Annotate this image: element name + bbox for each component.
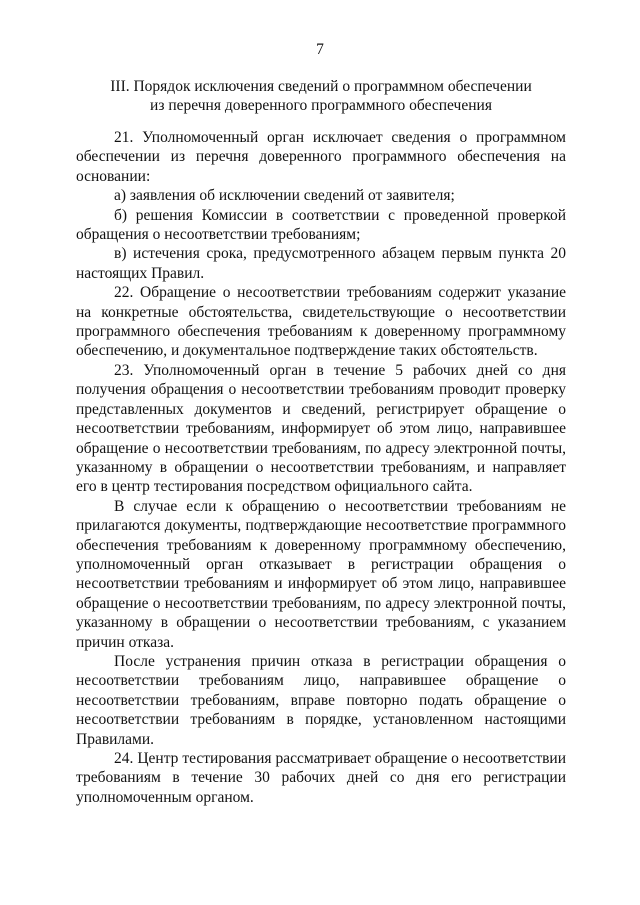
paragraph-21-item-a: а) заявления об исключении сведений от заявителя;: [114, 187, 455, 205]
paragraph-23-resubmission: После устранения причин отказа в регистрации обращения о несоответствии требованиям лицо, направившее обращение о несоответствии требованиям, вправе повторно подать обращение о несоответствии требованиям в порядке, установленном настоящими Правилами.: [76, 652, 566, 748]
section-title-line-2: из перечня доверенного программного обеспечения: [150, 97, 492, 114]
paragraph-21: 21. Уполномоченный орган исключает сведения о программном обеспечении из перечня доверенного программного обеспечения на основании:: [76, 129, 566, 185]
page-number: 7: [316, 41, 324, 58]
paragraph-21-item-c: в) истечения срока, предусмотренного абзацем первым пункта 20 настоящих Правил.: [76, 245, 566, 282]
section-title-line-1: III. Порядок исключения сведений о программном обеспечении: [110, 78, 532, 95]
section-title: [76, 77, 566, 115]
body-text: [76, 128, 566, 807]
paragraph-23: 23. Уполномоченный орган в течение 5 рабочих дней со дня получения обращения о несоответствии требованиям проводит проверку представленных документов и сведений, регистрирует обращение о несоответствии требованиям, информирует об этом лицо, направившее обращение о несоответствии требованиям, по адресу электронной почты, указанному в обращении о несоответствии требованиям, и направляет его в центр тестирования посредством официального сайта.: [76, 361, 566, 496]
paragraph-24: 24. Центр тестирования рассматривает обращение о несоответствии требованиям в течение 30 рабочих дней со дня его регистрации уполномоченным органом.: [76, 750, 566, 806]
paragraph-23-refusal: В случае если к обращению о несоответствии требованиям не прилагаются документы, подтверждающие несоответствие программного обеспечения требованиям к доверенному программному обеспечению, уполномоченный орган отказывает в регистрации обращения о несоответствии требованиям и информирует об этом лицо, направившее обращение о несоответствии требованиям, по адресу электронной почты, указанному в обращении о несоответствии требованиям, с указанием причин отказа.: [76, 497, 566, 651]
paragraph-21-item-b: б) решения Комиссии в соответствии с проведенной проверкой обращения о несоответствии требованиям;: [76, 206, 566, 244]
paragraph-22: 22. Обращение о несоответствии требованиям содержит указание на конкретные обстоятельства, свидетельствующие о несоответствии программного обеспечения требованиям к доверенному программному обеспечению, и документальное подтверждение таких обстоятельств.: [76, 284, 566, 360]
